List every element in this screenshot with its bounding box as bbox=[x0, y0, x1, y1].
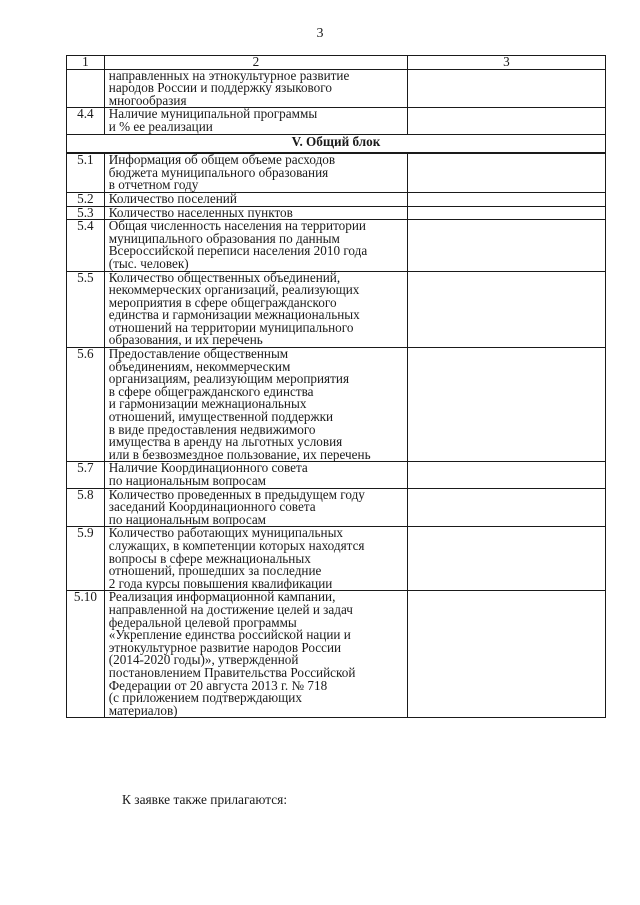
row-value-cell[interactable] bbox=[407, 108, 605, 134]
row-description: Информация об общем объеме расходов бюджета муниципального образования в отчетном году bbox=[104, 153, 407, 192]
row-value-cell[interactable] bbox=[407, 348, 605, 462]
row-description: Количество поселений bbox=[104, 192, 407, 206]
table-row bbox=[67, 192, 606, 206]
row-value-cell[interactable] bbox=[407, 153, 605, 192]
section-header-row bbox=[67, 134, 606, 153]
column-number-3: 3 bbox=[407, 56, 605, 70]
row-number: 5.1 bbox=[67, 153, 105, 192]
row-number: 5.8 bbox=[67, 488, 105, 527]
row-description: Количество населенных пунктов bbox=[104, 206, 407, 220]
column-number-1: 1 bbox=[67, 56, 105, 70]
row-number: 5.7 bbox=[67, 462, 105, 488]
row-number bbox=[67, 69, 105, 108]
row-number: 5.3 bbox=[67, 206, 105, 220]
row-description: Общая численность населения на территории муниципального образования по данным Всероссийской переписи населения 2010 года (тыс. человек) bbox=[104, 220, 407, 271]
table-row bbox=[67, 220, 606, 271]
table-row bbox=[67, 271, 606, 348]
row-value-cell[interactable] bbox=[407, 527, 605, 591]
row-number: 5.4 bbox=[67, 220, 105, 271]
column-number-2: 2 bbox=[104, 56, 407, 70]
row-description: направленных на этнокультурное развитие народов России и поддержку языкового многообразия bbox=[104, 69, 407, 108]
table-row bbox=[67, 462, 606, 488]
row-value-cell[interactable] bbox=[407, 488, 605, 527]
row-description: Реализация информационной кампании, направленной на достижение целей и задач федеральной целевой программы «Укрепление единства российской нации и этнокультурное развитие народов России (2014-2020 годы)», утвержденной постановлением Правительства Российской Федерации от 20 августа 2013 г. № 718 (с приложением подтверждающих материалов) bbox=[104, 591, 407, 718]
row-value-cell[interactable] bbox=[407, 220, 605, 271]
table-row bbox=[67, 348, 606, 462]
row-number: 5.9 bbox=[67, 527, 105, 591]
table-row bbox=[67, 488, 606, 527]
row-number: 5.6 bbox=[67, 348, 105, 462]
application-form-table bbox=[66, 55, 606, 718]
table-row bbox=[67, 108, 606, 134]
row-number: 5.5 bbox=[67, 271, 105, 348]
table-row bbox=[67, 527, 606, 591]
table-row bbox=[67, 153, 606, 192]
row-description: Наличие Координационного совета по национальным вопросам bbox=[104, 462, 407, 488]
row-description: Наличие муниципальной программы и % ее реализации bbox=[104, 108, 407, 134]
row-value-cell[interactable] bbox=[407, 271, 605, 348]
row-value-cell[interactable] bbox=[407, 69, 605, 108]
row-description: Предоставление общественным объединениям, некоммерческим организациям, реализующим мероприятия в сфере общегражданского единства и гармонизации межнациональных отношений, имущественной поддержки в виде предоставления недвижимого имущества в аренду на льготных условия или в безвозмездное пользование, их перечень bbox=[104, 348, 407, 462]
table-row bbox=[67, 69, 606, 108]
row-description: Количество проведенных в предыдущем году заседаний Координационного совета по национальным вопросам bbox=[104, 488, 407, 527]
table-row bbox=[67, 591, 606, 718]
row-value-cell[interactable] bbox=[407, 462, 605, 488]
row-description: Количество общественных объединений, некоммерческих организаций, реализующих мероприятия в сфере общегражданского единства и гармонизации межнациональных отношений на территории муниципального образования, и их перечень bbox=[104, 271, 407, 348]
row-number: 4.4 bbox=[67, 108, 105, 134]
attachments-note: К заявке также прилагаются: bbox=[122, 792, 288, 807]
row-value-cell[interactable] bbox=[407, 591, 605, 718]
section-title: V. Общий блок bbox=[67, 134, 606, 153]
row-number: 5.2 bbox=[67, 192, 105, 206]
row-value-cell[interactable] bbox=[407, 192, 605, 206]
row-number: 5.10 bbox=[67, 591, 105, 718]
row-description: Количество работающих муниципальных служащих, в компетенции которых находятся вопросы в сфере межнациональных отношений, прошедших за последние 2 года курсы повышения квалификации bbox=[104, 527, 407, 591]
page-number: 3 bbox=[316, 26, 324, 41]
row-value-cell[interactable] bbox=[407, 206, 605, 220]
